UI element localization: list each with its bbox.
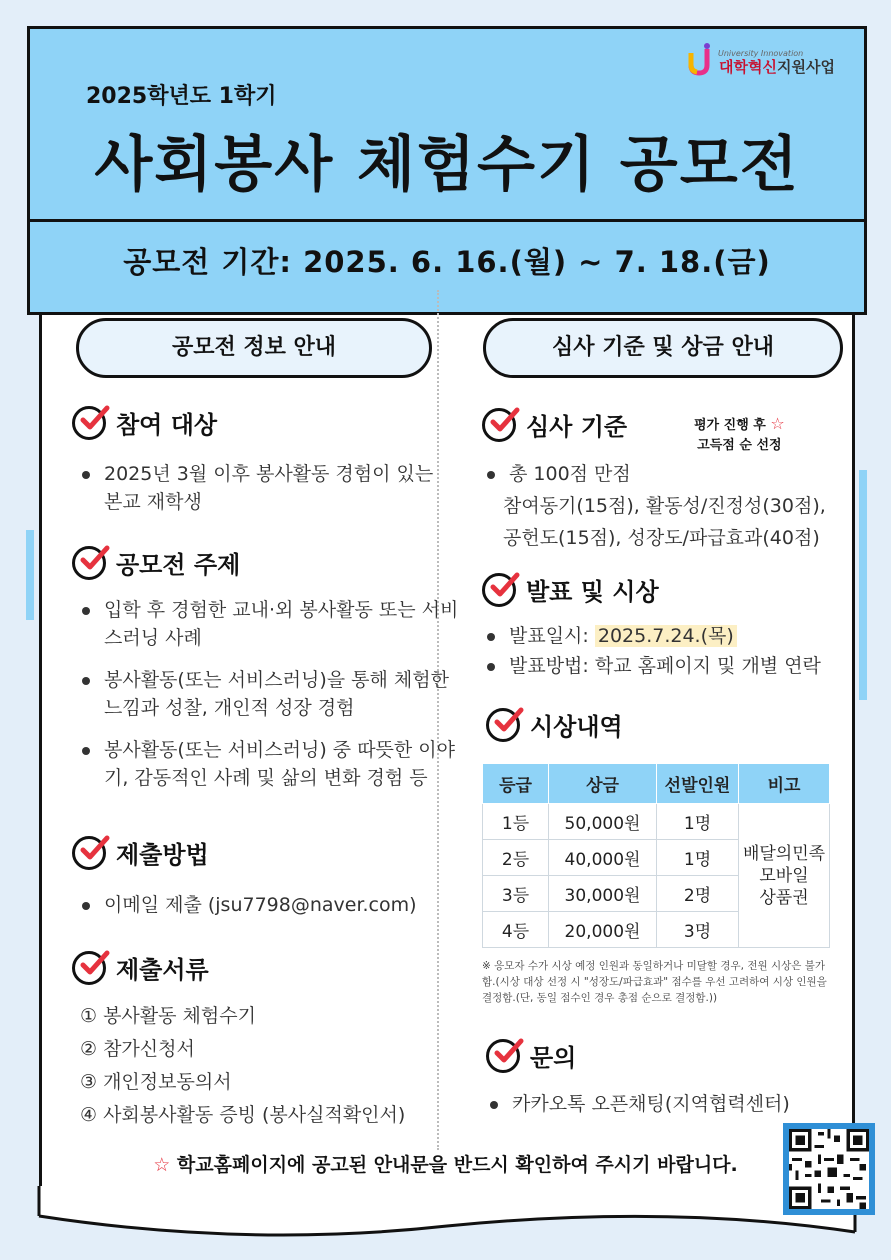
- check-icon: [72, 406, 106, 440]
- check-icon: [72, 836, 106, 870]
- list-item: 총 100점 만점: [483, 460, 843, 488]
- col-count: 선발인원: [657, 764, 739, 804]
- list-item: 봉사활동(또는 서비스러닝) 중 따뜻한 이야기, 감동적인 사례 및 삶의 변화 경험 등: [78, 736, 463, 792]
- period-banner: [27, 219, 867, 315]
- announce-date: 2025.7.24.(목): [595, 625, 737, 647]
- table-row: [483, 804, 830, 840]
- check-icon: [72, 546, 106, 580]
- list-item: ③ 개인정보동의서: [80, 1071, 232, 1093]
- cell-grade: 1등: [483, 804, 549, 840]
- cell-prize: 30,000원: [549, 876, 657, 912]
- cell-count: 1명: [657, 804, 739, 840]
- announce-list: [483, 622, 853, 694]
- criteria-list: [483, 460, 843, 490]
- contact-heading: 문의: [486, 1038, 576, 1073]
- list-item: ② 참가신청서: [80, 1038, 195, 1060]
- method-heading: 제출방법: [72, 835, 209, 870]
- cell-prize: 20,000원: [549, 912, 657, 948]
- semester-label: 2025학년도 1학기: [86, 84, 277, 109]
- bottom-wave: [27, 1186, 867, 1246]
- logo-small-text: University Innovation: [718, 49, 804, 58]
- star-icon: ☆: [153, 1154, 171, 1176]
- list-item: ① 봉사활동 체험수기: [80, 1005, 256, 1027]
- announce-heading: 발표 및 시상: [482, 572, 659, 607]
- bottom-notice: ☆ 학교홈페이지에 공고된 안내문을 반드시 확인하여 주시기 바랍니다.: [153, 1154, 738, 1176]
- criteria-detail: 참여동기(15점), 활동성/진정성(30점), 공헌도(15점), 성장도/파급효과(40점): [503, 495, 826, 549]
- qr-code[interactable]: [783, 1123, 875, 1215]
- cell-grade: 3등: [483, 876, 549, 912]
- criteria-heading: 심사 기준: [482, 407, 627, 442]
- cell-remark: 배달의민족 모바일 상품권: [739, 804, 830, 948]
- list-item: 2025년 3월 이후 봉사활동 경험이 있는 본교 재학생: [78, 460, 438, 516]
- list-item: 발표방법: 학교 홈페이지 및 개별 연락: [483, 652, 853, 680]
- star-icon: ☆: [770, 414, 785, 433]
- contest-period: 공모전 기간: 2025. 6. 16.(월) ~ 7. 18.(금): [123, 245, 771, 279]
- poster-title: 사회봉사 체험수기 공모전: [94, 130, 800, 200]
- col-grade: 등급: [483, 764, 549, 804]
- logo-mark-icon: [685, 43, 715, 77]
- target-list: [78, 460, 438, 530]
- info-pill: 공모전 정보 안내: [76, 318, 432, 378]
- header-banner: [27, 26, 867, 222]
- list-item: 입학 후 경험한 교내·외 봉사활동 또는 서비스러닝 사례: [78, 596, 463, 652]
- check-icon: [482, 408, 516, 442]
- check-icon: [72, 951, 106, 985]
- docs-list: [80, 1000, 405, 1132]
- university-logo: [685, 43, 835, 77]
- selection-note: 평가 진행 후 ☆ 고득점 순 선정: [694, 414, 785, 453]
- awards-heading: 시상내역: [486, 707, 623, 742]
- logo-text: 대학혁신지원사업: [719, 57, 835, 76]
- theme-heading: 공모전 주제: [72, 545, 240, 580]
- check-icon: [482, 573, 516, 607]
- awards-table: [482, 763, 830, 948]
- docs-heading: 제출서류: [72, 950, 209, 985]
- check-icon: [486, 708, 520, 742]
- col-prize: 상금: [549, 764, 657, 804]
- judging-pill: 심사 기준 및 상금 안내: [483, 318, 843, 378]
- awards-footnote: ※ 응모자 수가 시상 예정 인원과 동일하거나 미달할 경우, 전원 시상은 불가함.(시상 대상 선정 시 "성장도/파급효과" 점수를 우선 고려하여 시상 인원을 결정함.(단, 동일 점수인 경우 총점 순으로 결정함.)): [482, 960, 827, 1004]
- col-remark: 비고: [739, 764, 830, 804]
- method-list: [78, 891, 448, 933]
- check-icon: [486, 1039, 520, 1073]
- target-heading: 참여 대상: [72, 405, 217, 440]
- theme-list: [78, 596, 463, 806]
- list-item: 이메일 제출 (jsu7798@naver.com): [78, 891, 448, 919]
- cell-prize: 40,000원: [549, 840, 657, 876]
- qr-pattern: [789, 1129, 869, 1209]
- list-item: 봉사활동(또는 서비스러닝)을 통해 체험한 느낌과 성찰, 개인적 성장 경험: [78, 666, 463, 722]
- cell-prize: 50,000원: [549, 804, 657, 840]
- cell-grade: 2등: [483, 840, 549, 876]
- table-header-row: [483, 764, 830, 804]
- cell-count: 2명: [657, 876, 739, 912]
- cell-count: 3명: [657, 912, 739, 948]
- list-item: ④ 사회봉사활동 증빙 (봉사실적확인서): [80, 1104, 406, 1126]
- list-item: 발표일시: 2025.7.24.(목): [483, 622, 853, 650]
- cell-count: 1명: [657, 840, 739, 876]
- list-item: 카카오톡 오픈채팅(지역협력센터): [486, 1090, 846, 1118]
- cell-grade: 4등: [483, 912, 549, 948]
